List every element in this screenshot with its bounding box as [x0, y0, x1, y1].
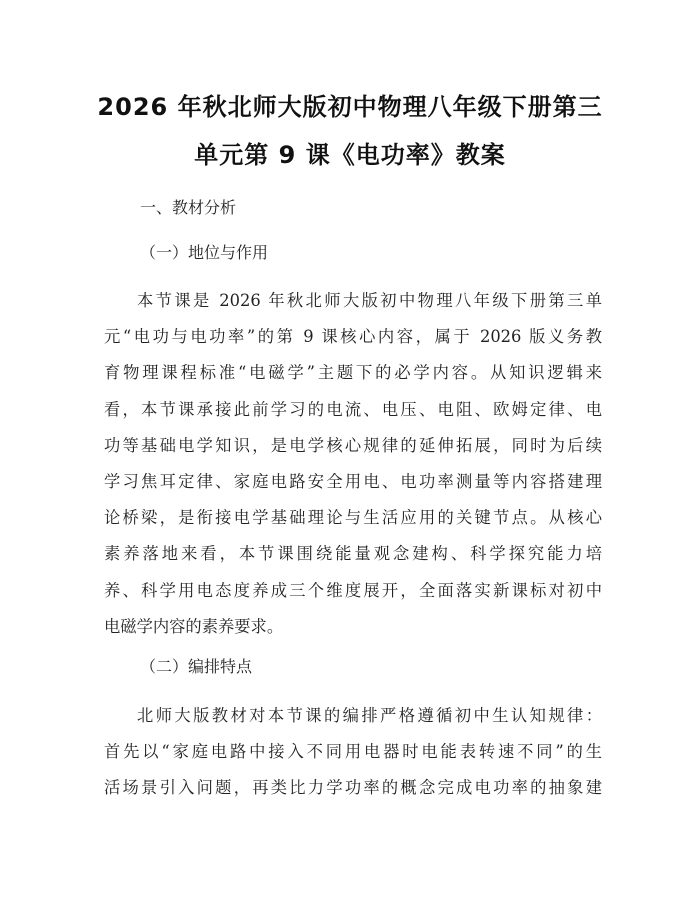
section-heading-teaching-material-analysis: 一、教材分析: [140, 198, 237, 217]
paragraph-compilation-features: [104, 698, 602, 807]
paragraph-line: 活场景引入问题，再类比力学功率的概念完成电功率的抽象建: [104, 778, 602, 798]
paragraph-line: 学习焦耳定律、家庭电路安全用电、电功率测量等内容搭建理: [104, 471, 602, 491]
paragraph-line: 电磁学内容的素养要求。: [104, 616, 284, 636]
document-title-line-2: 单元第 9 课《电功率》教案: [194, 141, 506, 169]
paragraph-line: 看，本节课承接此前学习的电流、电压、电阻、欧姆定律、电: [104, 399, 602, 419]
paragraph-line: 首先以“家庭电路中接入不同用电器时电能表转速不同”的生: [104, 742, 602, 762]
paragraph-position-and-role: [104, 283, 602, 645]
document-title-line-1: 2026 年秋北师大版初中物理八年级下册第三: [97, 93, 603, 121]
paragraph-line: 育物理课程标准“电磁学”主题下的必学内容。从知识逻辑来: [104, 363, 602, 383]
paragraph-line: 元“电功与电功率”的第 9 课核心内容，属于 2026 版义务教: [104, 327, 602, 347]
subsection-heading-position-and-role: （一）地位与作用: [140, 243, 269, 262]
paragraph-line: 功等基础电学知识，是电学核心规律的延伸拓展，同时为后续: [104, 435, 602, 455]
subsection-heading-compilation-features: （二）编排特点: [140, 657, 253, 676]
paragraph-line: 本节课是 2026 年秋北师大版初中物理八年级下册第三单: [137, 291, 602, 310]
paragraph-line: 素养落地来看，本节课围绕能量观念建构、科学探究能力培: [104, 544, 602, 564]
paragraph-line: 论桥梁，是衔接电学基础理论与生活应用的关键节点。从核心: [104, 508, 602, 528]
paragraph-line: 北师大版教材对本节课的编排严格遵循初中生认知规律：: [137, 706, 602, 725]
paragraph-line: 养、科学用电态度养成三个维度展开，全面落实新课标对初中: [104, 580, 602, 600]
